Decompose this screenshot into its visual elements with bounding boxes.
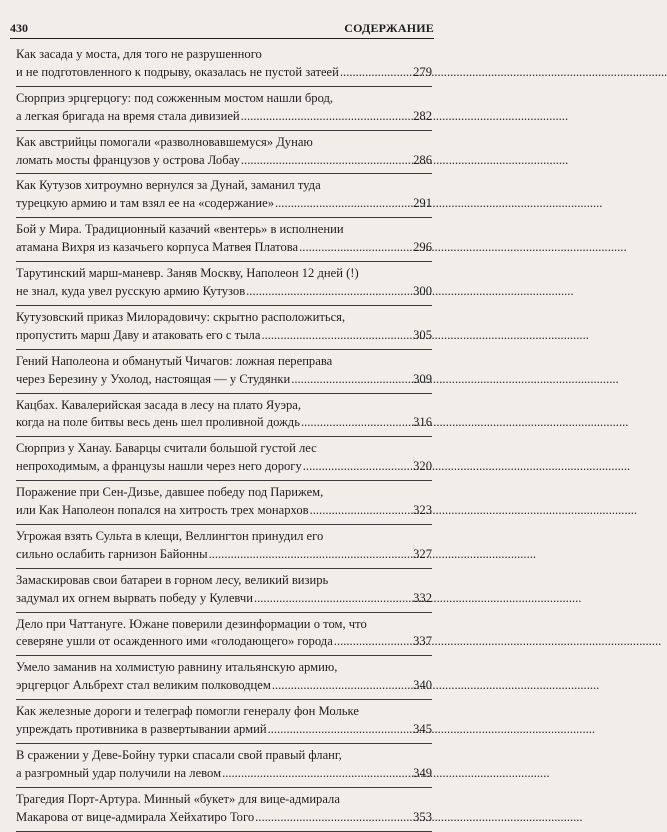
toc-entry-title-line: задумал их огнем вырвать победу у Кулевчи — [16, 590, 253, 605]
toc-entry-last-line — [16, 152, 432, 170]
toc-entry-title-line: Дело при Чаттануге. Южане поверили дезинформации о том, что — [16, 616, 367, 631]
toc-entry-title-line: Как Кутузов хитроумно вернулся за Дунай, заманил туда — [16, 178, 321, 193]
toc-entry — [16, 525, 432, 569]
header-rule — [10, 38, 434, 39]
toc-entry — [16, 262, 432, 306]
toc-entry-last-line — [16, 195, 432, 213]
toc-entry-last-line — [16, 809, 432, 827]
toc-entry-last-line — [16, 371, 432, 389]
toc-entry-page-number: 300 — [413, 283, 432, 298]
toc-entry-title-line: Тарутинский марш-маневр. Заняв Москву, Наполеон 12 дней (!) — [16, 266, 359, 281]
page-number: 430 — [10, 20, 28, 35]
toc-entry — [16, 174, 432, 218]
toc-entry — [16, 613, 432, 657]
toc-entry — [16, 350, 432, 394]
toc-entry-title-line: или Как Наполеон попался на хитрость трех монархов — [16, 503, 309, 518]
dot-leader — [241, 108, 411, 126]
toc-entry-title-line: Сюрприз у Ханау. Баварцы считали большой густой лес — [16, 441, 317, 456]
toc-entry — [16, 744, 432, 788]
toc-entry-title-line: пропустить марш Даву и атаковать его с тыла — [16, 327, 261, 342]
dot-leader — [303, 458, 411, 476]
toc-entry-page-number: 286 — [413, 152, 432, 167]
toc-entry-page-number: 337 — [413, 634, 432, 649]
toc-entry-last-line — [16, 590, 432, 608]
dot-leader — [268, 721, 412, 739]
toc-entry-title-line: Кацбах. Кавалерийская засада в лесу на плато Яуэра, — [16, 397, 302, 412]
toc-entry — [16, 437, 432, 481]
toc-entry-last-line — [16, 64, 432, 82]
dot-leader — [310, 502, 412, 520]
toc-entry-title-line: не знал, куда увел русскую армию Кутузов — [16, 283, 246, 298]
toc-entry-title-line: Сюрприз эрцгерцогу: под сожженным мостом нашли брод, — [16, 90, 334, 105]
toc-entry-title-line: Угрожая взять Сульта в клещи, Веллингтон принудил его — [16, 528, 324, 543]
toc-entry-last-line — [16, 283, 432, 301]
dot-leader — [275, 195, 411, 213]
toc-entry-last-line — [16, 633, 432, 651]
toc-entry-page-number: 332 — [413, 590, 432, 605]
toc-entry-page-number: 353 — [413, 809, 432, 824]
running-header — [10, 18, 434, 38]
toc-entry-title-line: Трагедия Порт-Артура. Минный «букет» для вице-адмирала — [16, 791, 340, 806]
dot-leader — [254, 590, 411, 608]
toc-entry — [16, 700, 432, 744]
toc-entry — [16, 306, 432, 350]
toc-entry-page-number: 323 — [413, 503, 432, 518]
toc-entry-title-line: когда на поле битвы весь день шел проливной дождь — [16, 415, 300, 430]
dot-leader — [241, 152, 411, 170]
toc-entry-title-line: эрцгерцог Альбрехт стал великим полководцем — [16, 678, 271, 693]
dot-leader — [301, 414, 411, 432]
toc-entry-page-number: 320 — [413, 459, 432, 474]
toc-entry — [16, 481, 432, 525]
toc-entry-title-line: ломать мосты французов у острова Лобау — [16, 152, 240, 167]
toc-entry-title-line: Макарова от вице-адмирала Хейхатиро Того — [16, 809, 255, 824]
toc-entry-page-number: 309 — [413, 371, 432, 386]
toc-entry-last-line — [16, 502, 432, 520]
toc-entry-last-line — [16, 414, 432, 432]
toc-entry — [16, 43, 432, 87]
toc-entry-title-line: Как засада у моста, для того не разрушенного — [16, 47, 262, 61]
toc-entry-title-line: непроходимым, а французы нашли через него дорогу — [16, 459, 302, 474]
dot-leader — [222, 765, 411, 783]
dot-leader — [209, 546, 412, 564]
toc-entry-page-number: 305 — [413, 327, 432, 342]
toc-entry-last-line — [16, 765, 432, 783]
toc-entry-title-line: и не подготовленного к подрыву, оказалась не пустой затеей — [16, 64, 339, 79]
toc-entry-last-line — [16, 721, 432, 739]
toc-entry-title-line: Гений Наполеона и обманутый Чичагов: ложная переправа — [16, 353, 333, 368]
toc-entry-title-line: Поражение при Сен-Дизье, давшее победу под Парижем, — [16, 485, 324, 500]
toc-entry-last-line — [16, 677, 432, 695]
toc-entry-page-number: 340 — [413, 678, 432, 693]
toc-entry-last-line — [16, 458, 432, 476]
toc-entry-title-line: упреждать противника в развертывании армий — [16, 722, 267, 737]
toc-entry-title-line: через Березину у Ухолод, настоящая — у Студянки — [16, 371, 291, 386]
toc-entry-page-number: 349 — [413, 765, 432, 780]
toc-entry-title-line: Умело заманив на холмистую равнину итальянскую армию, — [16, 660, 338, 675]
toc-entry-title-line: Замаскировав свои батареи в горном лесу, великий визирь — [16, 572, 329, 587]
toc-entry-last-line — [16, 239, 432, 257]
dot-leader — [340, 64, 411, 82]
dot-leader — [291, 371, 411, 389]
toc-entry — [16, 87, 432, 131]
toc-entry — [16, 569, 432, 613]
table-of-contents — [16, 43, 432, 832]
toc-entry-page-number: 296 — [413, 240, 432, 255]
running-title: СОДЕРЖАНИЕ — [344, 20, 434, 35]
dot-leader — [272, 677, 411, 695]
toc-entry-title-line: а легкая бригада на время стала дивизией — [16, 108, 240, 123]
toc-entry — [16, 218, 432, 262]
toc-entry-title-line: Как железные дороги и телеграф помогли генералу фон Мольке — [16, 704, 359, 719]
dot-leader — [261, 327, 411, 345]
toc-entry-last-line — [16, 546, 432, 564]
toc-entry-page-number: 282 — [413, 108, 432, 123]
toc-entry-last-line — [16, 327, 432, 345]
toc-entry-page-number: 291 — [413, 196, 432, 211]
toc-entry-title-line: атамана Вихря из казачьего корпуса Матвея Платова — [16, 240, 299, 255]
toc-entry-page-number: 345 — [413, 722, 432, 737]
toc-entry — [16, 394, 432, 438]
dot-leader — [255, 809, 411, 827]
dot-leader — [246, 283, 411, 301]
toc-entry-title-line: Кутузовский приказ Милорадовичу: скрытно расположиться, — [16, 309, 346, 324]
toc-entry-page-number: 279 — [413, 64, 432, 79]
toc-entry-title-line: В сражении у Деве-Бойну турки спасали свой правый фланг, — [16, 748, 342, 762]
toc-entry-title-line: Как австрийцы помогали «разволновавшемуся» Дунаю — [16, 134, 313, 149]
dot-leader — [334, 633, 411, 651]
toc-entry-title-line: сильно ослабить гарнизон Байонны — [16, 546, 208, 561]
toc-entry-page-number: 327 — [413, 546, 432, 561]
toc-entry-title-line: Бой у Мира. Традиционный казачий «вентерь» в исполнении — [16, 222, 344, 237]
toc-entry-title-line: турецкую армию и там взял ее на «содержание» — [16, 196, 274, 211]
toc-entry — [16, 656, 432, 700]
toc-entry — [16, 131, 432, 175]
toc-entry-page-number: 316 — [413, 415, 432, 430]
toc-entry — [16, 788, 432, 832]
dot-leader — [299, 239, 411, 257]
toc-entry-last-line — [16, 108, 432, 126]
toc-entry-title-line: северяне ушли от осажденного ими «голодающего» города — [16, 634, 333, 649]
toc-entry-title-line: а разгромный удар получили на левом — [16, 765, 222, 780]
